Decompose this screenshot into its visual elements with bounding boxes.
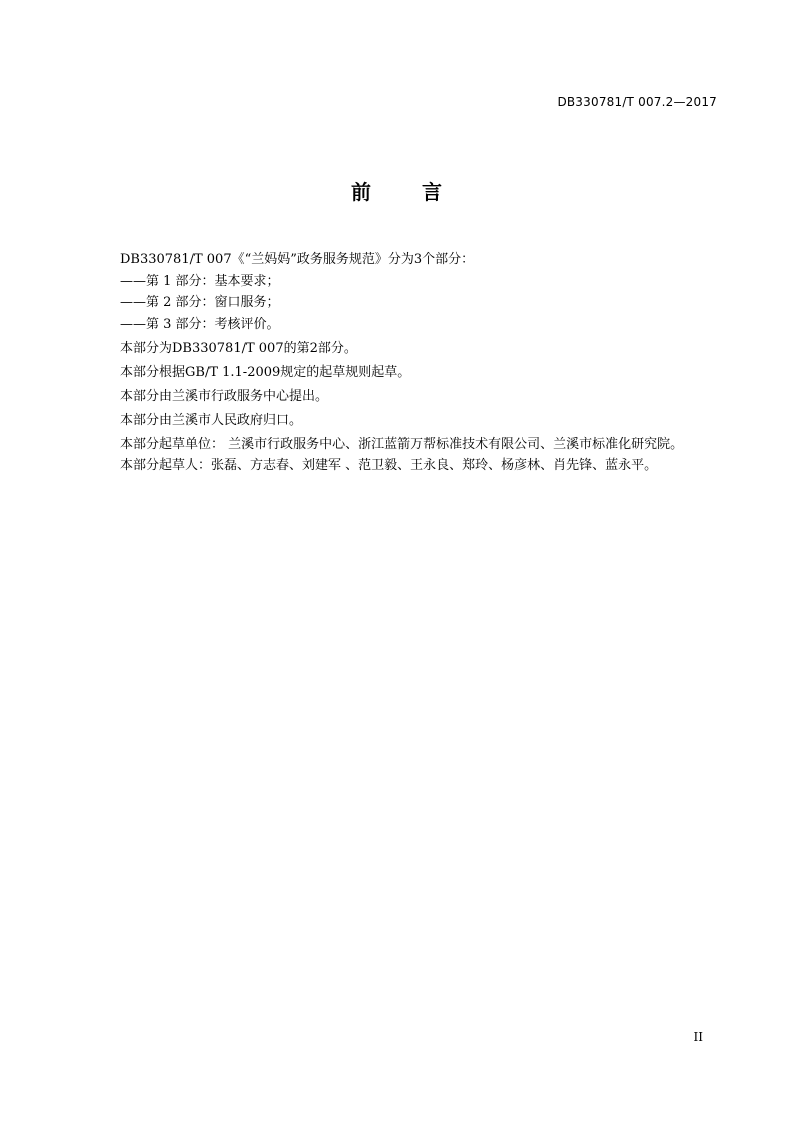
document-code: DB330781/T 007.2—2017 bbox=[557, 95, 717, 109]
paragraph-drafters: 本部分起草人：张磊、方志春、刘建军 、范卫毅、王永良、郑玲、杨彦林、肖先锋、蓝永平。 bbox=[120, 458, 658, 473]
page-number: II bbox=[693, 1030, 703, 1044]
paragraph-drafting-rules: 本部分根据GB/T 1.1-2009规定的起草规则起草。 bbox=[120, 364, 411, 380]
intro-paragraph: DB330781/T 007《“兰妈妈”政务服务规范》分为3个部分： bbox=[120, 252, 475, 267]
part-item-1: ——第 1 部分：基本要求； bbox=[120, 273, 280, 289]
foreword-body bbox=[120, 249, 720, 477]
paragraph-administrator: 本部分由兰溪市人民政府归口。 bbox=[120, 412, 303, 428]
page-title: 前 言 bbox=[351, 180, 464, 204]
part-item-3: ——第 3 部分：考核评价。 bbox=[120, 316, 280, 332]
paragraph-proposer: 本部分由兰溪市行政服务中心提出。 bbox=[120, 388, 329, 404]
paragraph-drafting-units: 本部分起草单位： 兰溪市行政服务中心、浙江蓝箭万帮标准技术有限公司、兰溪市标准化研究院。 bbox=[120, 436, 684, 452]
paragraph-part-statement: 本部分为DB330781/T 007的第2部分。 bbox=[120, 340, 357, 356]
part-item-2: ——第 2 部分：窗口服务； bbox=[120, 295, 280, 310]
